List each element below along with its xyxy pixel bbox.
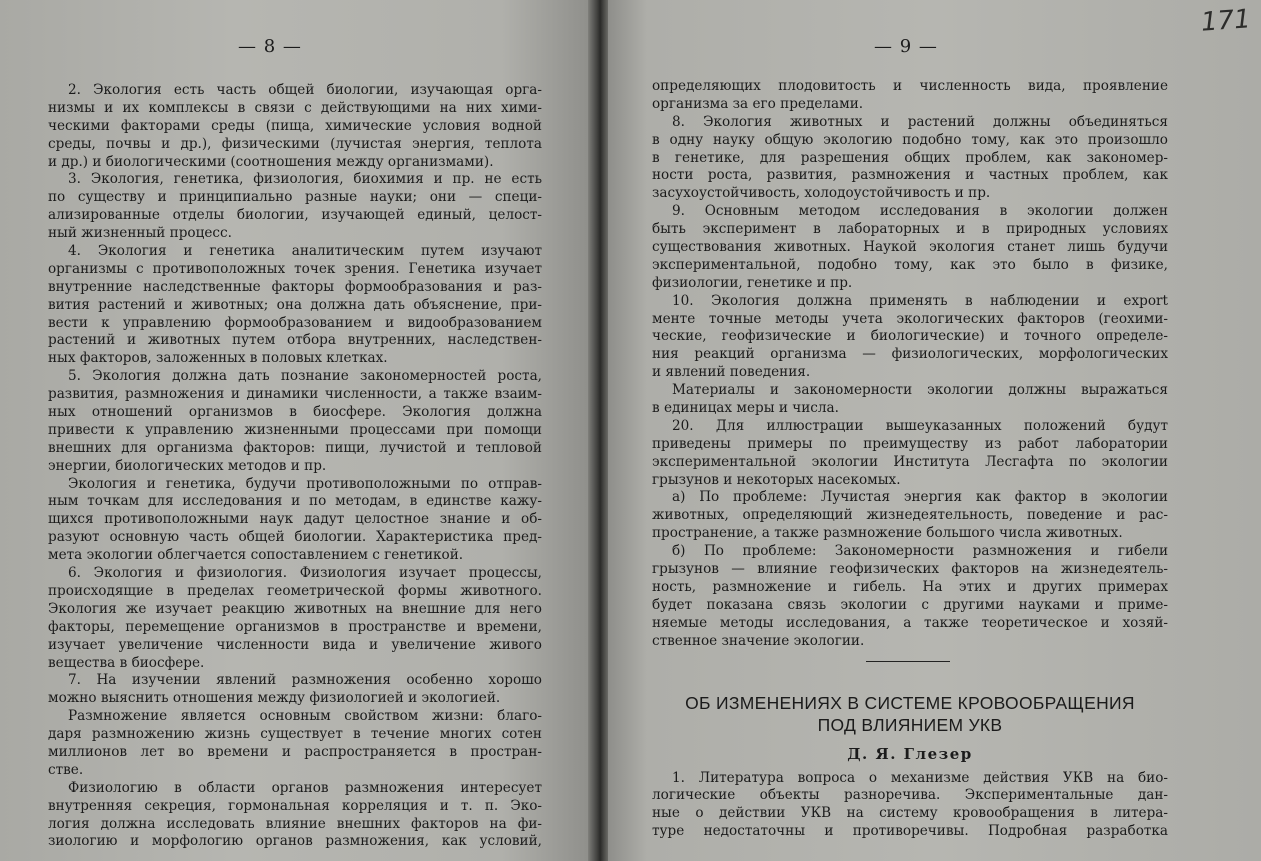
right_page.lines_top-line: будет показана связь экологии с другими науками и приме- — [652, 596, 1168, 613]
right_page.lines_top-line: грызунов — влияние геофизических факторов на жизнедеятель- — [652, 561, 1168, 578]
right_page.lines_top-line: ности роста, развития, размножения и частных проблем, как — [652, 167, 1168, 184]
left_page.lines-line: внешних для организма факторов: пищи, лучистой и тепловой — [48, 439, 542, 456]
right_page.lines_top-line: а) По проблеме: Лучистая энергия как фактор в экологии — [672, 489, 1168, 506]
left_page.lines-line: Размножение является основным свойством жизни: благо- — [68, 708, 542, 725]
left_page.lines-line: факторы, перемещение организмов в пространстве и времени, — [48, 618, 542, 635]
right_page.lines_top-line: в единицах меры и числа. — [652, 400, 839, 417]
left_page.lines-line: вести к управлению формообразованием и видообразованием — [48, 314, 542, 331]
right_page.lines_top-line: животных, определяющий жизнедеятельность, поведение и рас- — [652, 507, 1168, 524]
left_page.lines-line: ализированные отделы биологии, изучающей единый, целост- — [48, 207, 542, 224]
right_page.lines_top-line: 8. Экология животных и растений должны объединяться — [672, 113, 1168, 130]
right_page.lines_top-line: 20. Для иллюстрации вышеуказанных положений будут — [672, 417, 1168, 434]
right_page.lines_top-line: засухоустойчивость, холодоустойчивость и пр. — [652, 185, 991, 202]
page-number-left: — 8 — — [238, 36, 302, 57]
left_page.lines-line: энергии, биологических методов и пр. — [48, 457, 327, 474]
right_page.lines_top-line: пространение, а также размножение большого числа животных. — [652, 525, 1123, 542]
right_page.lines_top-line: экспериментальной, подобно тому, как это было в физике, — [652, 256, 1168, 273]
left_page.lines-line: 2. Экология есть часть общей биологии, изучающая орга- — [68, 82, 542, 98]
right_page.lines_top-line: приведены примеры по преимуществу из работ лаборатории — [652, 435, 1168, 452]
right_page.lines_top-line: б) По проблеме: Закономерности размножения и гибели — [672, 543, 1168, 560]
right_page.lines_top-line: 9. Основным методом исследования в экологии должен — [672, 203, 1168, 220]
left_page.lines-line: вития растений и животных; она должна дать объяснение, при- — [48, 296, 542, 313]
left_page.lines-line: можно выяснить отношения между физиологией и экологией. — [48, 690, 501, 707]
left_page.lines-line: изучает увеличение численности вида и увеличение живого — [48, 636, 542, 653]
left_page.lines-line: Физиологию в области органов размножения интересует — [68, 779, 542, 796]
right_page.lines_top-line: грызунов и некоторых насекомых. — [652, 471, 901, 488]
right_page.lines_top-line: в одну науку общую экологию подобно тому, как это произошло — [652, 131, 1168, 148]
left_page.lines-line: ных факторов, заложенных в половых клетках. — [48, 350, 388, 367]
right_page.lines_top-line: организма за его пределами. — [652, 95, 864, 112]
article-title-line-1: ОБ ИЗМЕНЕНИЯХ В СИСТЕМЕ КРОВООБРАЩЕНИЯ — [685, 692, 1135, 713]
right_page.lines_top-line: менте точные методы учета экологических факторов (геохими- — [652, 310, 1168, 327]
handwritten-page-mark: 171 — [1200, 4, 1252, 38]
left_page.lines-line: и др.) и биологическими (соотношения между организмами). — [48, 153, 494, 170]
right-page — [608, 0, 1261, 861]
right_page.lines_top-line: няемые методы исследования, а также теоретическое и хозяй- — [652, 614, 1168, 631]
right_page.lines_top-line: ность, размножение и гибель. На этих и других примерах — [652, 578, 1168, 595]
article-author: Д. Я. Глезер — [847, 744, 973, 763]
left_page.lines-line: развития, размножения и динамики численности, а также взаим- — [48, 386, 542, 403]
right-text-bottom — [652, 770, 1168, 842]
left_page.lines-line: 7. На изучении явлений размножения особенно хорошо — [68, 672, 542, 689]
right-text-top — [652, 78, 1168, 651]
right_page.lines_top-line: Материалы и закономерности экологии должны выражаться — [672, 382, 1168, 399]
right_page.lines_top-line: физиологии, генетике и пр. — [652, 274, 853, 291]
left_page.lines-line: среды, почвы и др.), физическими (лучистая энергия, теплота — [48, 135, 542, 152]
right_page.lines_top-line: определяющих плодовитость и численность вида, проявление — [652, 78, 1168, 94]
right_page.lines_top-line: ственное значение экологии. — [652, 632, 865, 649]
left_page.lines-line: низмы и их комплексы в связи с действующими на них хими- — [48, 99, 542, 116]
left-page — [0, 0, 590, 861]
right_page.lines_top-line: в генетике, для разрешения общих проблем, как закономер- — [652, 149, 1168, 166]
left_page.lines-line: даря размножению жизнь существует в течение многих сотен — [48, 726, 542, 743]
left_page.lines-line: ных отношений организмов в биосфере. Экология должна — [48, 404, 542, 421]
left_page.lines-line: организмы с противоположных точек зрения. Генетика изучает — [48, 260, 542, 277]
left_page.lines-line: растений и животных путем отбора внутренних, наследствен- — [48, 332, 542, 349]
right_page.lines_top-line: ческие, геофизические и биологические) и точного определе- — [652, 328, 1168, 345]
left_page.lines-line: зиологию и морфологию органов размножения, как условий, — [48, 833, 542, 850]
left_page.lines-line: Экология же изучает реакцию животных на внешние для него — [48, 600, 542, 617]
right_page.lines_bottom-line: ные о действии УКВ на систему кровообращения в литера- — [652, 805, 1168, 822]
right_page.lines_top-line: ния реакций организма — физиологических, морфологических — [652, 346, 1168, 363]
right_page.lines_bottom-line: 1. Литература вопроса о механизме действия УКВ на био- — [672, 769, 1168, 786]
left_page.lines-line: внутренние наследственные факторы формообразования и раз- — [48, 278, 542, 295]
left_page.lines-line: стве. — [48, 761, 84, 778]
right_page.lines_top-line: экспериментальной экологии Института Лесгафта по экологии — [652, 453, 1168, 470]
left_page.lines-line: по существу и принципиально разные науки; они — специ- — [48, 189, 542, 206]
left_page.lines-line: миллионов лет во времени и распространяется в простран- — [48, 743, 542, 760]
left_page.lines-line: привести к управлению жизненными процессами при помощи — [48, 421, 542, 438]
right_page.lines_top-line: 10. Экология должна применять в наблюдении и export — [672, 292, 1168, 309]
left_page.lines-line: ческими факторами среды (пища, химические условия водной — [48, 117, 542, 134]
right_page.lines_bottom-line: логические объекты разноречива. Экспериментальные дан- — [652, 787, 1168, 804]
left_page.lines-line: 6. Экология и физиология. Физиология изучает процессы, — [68, 565, 542, 582]
left_page.lines-line: происходящие в пределах геометрической формы животного. — [48, 582, 542, 599]
page-number-right: — 9 — — [874, 36, 938, 57]
left_page.lines-line: Экология и генетика, будучи противоположными по отправ- — [68, 475, 542, 492]
left_page.lines-line: ным точкам для исследования и по методам, в единстве кажу- — [48, 493, 542, 510]
right_page.lines_top-line: существования животных. Наукой экология станет лишь будучи — [652, 239, 1168, 256]
left_page.lines-line: ный жизненный процесс. — [48, 225, 232, 242]
right_page.lines_bottom-line: туре недостаточны и противоречивы. Подробная разработка — [652, 823, 1168, 840]
right_page.lines_top-line: и явлений поведения. — [652, 364, 811, 381]
right_page.lines_top-line: быть эксперимент в лабораторных и в природных условиях — [652, 221, 1168, 238]
left_page.lines-line: 5. Экология должна дать познание закономерностей роста, — [68, 368, 542, 385]
right-text-column — [652, 78, 1168, 841]
left_page.lines-line: вещества в биосфере. — [48, 654, 205, 671]
article-title-line-2: ПОД ВЛИЯНИЕМ УКВ — [817, 714, 1003, 735]
left_page.lines-line: мета экологии облегчается сопоставлением с генетикой. — [48, 547, 464, 564]
left-text-column — [48, 82, 542, 851]
left_page.lines-line: разуют основную часть общей биологии. Характеристика пред- — [48, 529, 542, 546]
left_page.lines-line: щихся противоположными наук дадут целостное знание и об- — [48, 511, 542, 528]
left_page.lines-line: 3. Экология, генетика, физиология, биохимия и пр. не есть — [68, 171, 542, 188]
left_page.lines-line: 4. Экология и генетика аналитическим путем изучают — [68, 243, 542, 260]
left_page.lines-line: внутренняя секреция, гормональная корреляция и т. п. Эко- — [48, 797, 542, 814]
left_page.lines-line: логия должна исследовать влияние внешних факторов на фи- — [48, 815, 542, 832]
book-spine — [588, 0, 610, 861]
